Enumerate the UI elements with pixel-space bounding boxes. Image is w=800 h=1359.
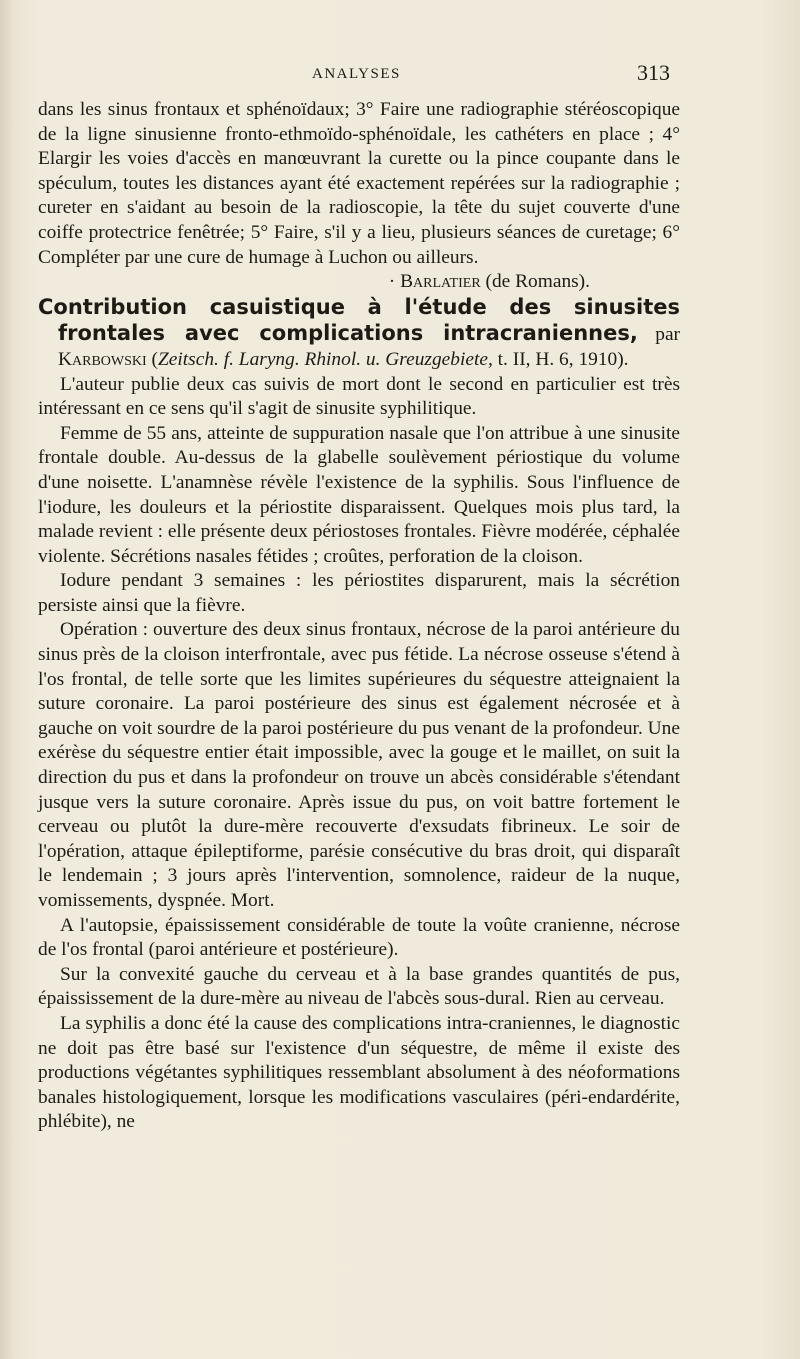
paragraph: Iodure pendant 3 semaines : les périostites disparurent, mais la sécrétion persiste ainsi que la fièvre. (38, 570, 680, 616)
article2-journal: Zeitsch. f. Laryng. Rhinol. u. Greuzgebiete, (158, 348, 493, 370)
page-body (38, 98, 680, 1135)
article1-continuation: dans les sinus frontaux et sphénoïdaux; 3° Faire une radiographie stéréoscopique de la ligne sinusienne fronto-ethmoïdo-sphénoïdale, les cathéters en place ; 4° Elargir les voies d'accès en manœuvrant la curette ou la pince coupante dans le spéculum, toutes les distances ayant été exactement repérées sur la radiographie ; cureter en s'aidant au besoin de la radioscopie, la tête du sujet couverte d'une coiffe protectrice fenêtrée; 5° Faire, s'il y a lieu, plusieurs séances de curetage; 6° Compléter par une cure de humage à Luchon ou ailleurs. (38, 99, 680, 268)
paragraph: Opération : ouverture des deux sinus frontaux, nécrose de la paroi antérieure du sinus près de la cloison interfrontale, avec pus fétide. La nécrose osseuse s'étend à l'os frontal, de telle sorte que les limites supérieures du séquestre atteignaient la suture coronaire. La paroi postérieure des sinus est également nécrosée et à gauche on voit sourdre de la paroi postérieure du pus venant de la profondeur. Une exérèse du séquestre entier était impossible, avec la gouge et le maillet, on suit la direction du pus et dans la profondeur on trouve un abcès considérable s'étendant jusque vers la suture coronaire. Après issue du pus, on voit battre fortement le cerveau ou plutôt la dure-mère recouverte d'exsudats fibrineux. Le soir de l'opération, attaque épileptiforme, parésie consécutive du bras droit, qui disparaît le lendemain ; 3 jours après l'intervention, somnolence, raideur de la nuque, vomissements, dyspnée. Mort. (38, 619, 680, 911)
article2-title: Contribution casuistique à l'étude des sinusites frontales avec complications intracraniennes, (38, 294, 680, 346)
paragraph: L'auteur publie deux cas suivis de mort dont le second en particulier est très intéressant en ce sens qu'il s'agit de sinusite syphilitique. (38, 373, 680, 420)
article2-citation-open: ( (146, 348, 158, 370)
page-header (0, 60, 800, 90)
paragraph: A l'autopsie, épaississement considérable de toute la voûte cranienne, nécrose de l'os frontal (paroi antérieure et postérieure). (38, 914, 680, 961)
article2-citation-rest: t. II, H. 6, 1910). (492, 348, 629, 370)
paragraph: Sur la convexité gauche du cerveau et à la base grandes quantités de pus, épaississement de la dure-mère au niveau de l'abcès sous-dural. Rien au cerveau. (38, 963, 680, 1010)
signature-place: (de Romans). (480, 271, 590, 293)
article2-heading (38, 295, 680, 373)
running-head: ANALYSES (312, 66, 401, 82)
article1-signature: · Barlatier (de Romans). (388, 271, 590, 293)
article2-author: Karbowski (58, 348, 147, 370)
paragraph: La syphilis a donc été la cause des complications intra-craniennes, le diagnostic ne doit pas être basé sur l'existence d'un séquestre, de même il existe des productions végétantes syphilitiques ressemblant absolument à des néoformations banales histologiquement, lorsque les modifications vasculaires (péri-endardérite, phlébite), ne (38, 1012, 680, 1133)
article2-by: par (637, 324, 681, 346)
paragraph: Femme de 55 ans, atteinte de suppuration nasale que l'on attribue à une sinusite frontale double. Au-dessus de la glabelle soulèvement périostique du volume d'une noisette. L'anamnèse révèle l'existence de la syphilis. Sous l'influence de l'iodure, les douleurs et la périostite disparaissent. Quelques mois plus tard, la malade revient : elle présente deux périostoses frontales. Fièvre modérée, céphalée violente. Sécrétions nasales fétides ; croûtes, perforation de la cloison. (38, 422, 680, 567)
signature-name: Barlatier (400, 271, 481, 293)
page-number: 313 (637, 60, 670, 85)
